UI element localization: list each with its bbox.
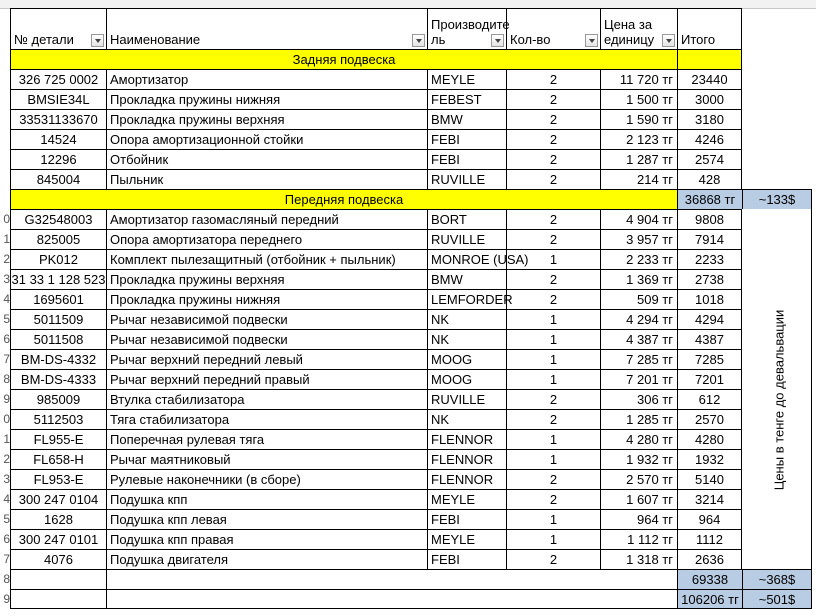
row-number[interactable]: 8 — [3, 372, 10, 386]
cell-name[interactable]: Пыльник — [106, 169, 427, 189]
cell-total[interactable]: 7914 — [677, 229, 742, 249]
cell-unit-price[interactable]: 1 112 тг — [600, 529, 677, 549]
cell-total[interactable]: 3180 — [677, 109, 742, 129]
cell-name[interactable]: Тяга стабилизатора — [106, 409, 427, 429]
header-quantity-label: Кол-во — [510, 32, 551, 47]
cell-quantity[interactable]: 1 — [506, 329, 600, 349]
cell-unit-price[interactable]: 1 607 тг — [600, 489, 677, 509]
cell-name[interactable]: Рычаг независимой подвески — [106, 309, 427, 329]
cell-unit-price[interactable]: 4 904 тг — [600, 209, 677, 229]
cell-maker[interactable]: MONROE (USA) — [427, 249, 506, 269]
cell-total[interactable]: 2574 — [677, 149, 742, 169]
row-number[interactable]: 6 — [3, 332, 10, 346]
filter-dropdown-icon[interactable] — [91, 34, 104, 47]
cell-quantity[interactable]: 2 — [506, 109, 600, 129]
cell-part-number[interactable]: 5011508 — [10, 329, 106, 349]
cell-total[interactable]: 1932 — [677, 449, 742, 469]
row-number[interactable]: 6 — [3, 532, 10, 546]
cell-quantity[interactable]: 2 — [506, 489, 600, 509]
filter-dropdown-icon[interactable] — [662, 34, 675, 47]
cell-maker[interactable]: FEBI — [427, 149, 506, 169]
header-maker-label: Производите ль — [431, 17, 510, 47]
cell-quantity[interactable]: 2 — [506, 69, 600, 89]
cell-part-number[interactable]: 4076 — [10, 549, 106, 569]
cell-maker[interactable]: NK — [427, 309, 506, 329]
header-total-label: Итого — [681, 32, 716, 47]
cell-name[interactable]: Рычаг маятниковый — [106, 449, 427, 469]
header-part-number[interactable] — [10, 8, 106, 49]
cell-part-number[interactable]: PK012 — [10, 249, 106, 269]
row-number[interactable]: 2 — [3, 252, 10, 266]
filter-dropdown-icon[interactable] — [412, 34, 425, 47]
cell-quantity[interactable]: 1 — [506, 429, 600, 449]
cell-unit-price[interactable]: 1 932 тг — [600, 449, 677, 469]
cell-name[interactable]: Амортизатор газомасляный передний — [106, 209, 427, 229]
cell-name[interactable]: Рычаг верхний передний левый — [106, 349, 427, 369]
cell-name[interactable]: Рычаг верхний передний правый — [106, 369, 427, 389]
cell-part-number[interactable]: FL953-E — [10, 469, 106, 489]
cell-quantity[interactable]: 2 — [506, 549, 600, 569]
row-number[interactable]: 7 — [3, 352, 10, 366]
cell-part-number[interactable]: 300 247 0101 — [10, 529, 106, 549]
row-number[interactable]: 5 — [3, 312, 10, 326]
cell-name[interactable]: Втулка стабилизатора — [106, 389, 427, 409]
cell-total[interactable]: 2738 — [677, 269, 742, 289]
cell-name[interactable]: Подушка кпп левая — [106, 509, 427, 529]
cell-part-number[interactable]: FL955-E — [10, 429, 106, 449]
cell-name[interactable]: Подушка кпп — [106, 489, 427, 509]
cell-name[interactable]: Подушка двигателя — [106, 549, 427, 569]
grand-total-usd[interactable]: ~501$ — [742, 589, 812, 609]
cell-part-number[interactable]: BM-DS-4333 — [10, 369, 106, 389]
cell-name[interactable]: Прокладка пружины нижняя — [106, 89, 427, 109]
cell-quantity[interactable]: 2 — [506, 389, 600, 409]
cell-unit-price[interactable]: 1 590 тг — [600, 109, 677, 129]
cell-maker[interactable]: LEMFORDER — [427, 289, 506, 309]
cell-part-number[interactable]: 825005 — [10, 229, 106, 249]
cell-unit-price[interactable]: 509 тг — [600, 289, 677, 309]
cell-maker[interactable]: BMW — [427, 269, 506, 289]
header-total[interactable] — [677, 8, 742, 49]
rear-total-usd[interactable]: ~133$ — [742, 189, 812, 209]
cell-unit-price[interactable]: 306 тг — [600, 389, 677, 409]
cell-quantity[interactable]: 2 — [506, 89, 600, 109]
cell-unit-price[interactable]: 1 318 тг — [600, 549, 677, 569]
row-number[interactable]: 4 — [3, 292, 10, 306]
row-number[interactable]: 1 — [3, 232, 10, 246]
cell-total[interactable]: 5140 — [677, 469, 742, 489]
cell-unit-price[interactable]: 3 957 тг — [600, 229, 677, 249]
cell-total[interactable]: 4280 — [677, 429, 742, 449]
cell-unit-price[interactable]: 1 285 тг — [600, 409, 677, 429]
header-part-number-label: № детали — [14, 32, 74, 47]
cell-quantity[interactable]: 2 — [506, 289, 600, 309]
header-unit-price[interactable] — [600, 8, 677, 49]
cell-empty[interactable] — [10, 569, 106, 589]
filter-dropdown-icon[interactable] — [585, 34, 598, 47]
cell-maker[interactable]: MOOG — [427, 369, 506, 389]
cell-total[interactable]: 7201 — [677, 369, 742, 389]
cell-part-number[interactable]: FL658-H — [10, 449, 106, 469]
cell-empty[interactable] — [106, 589, 677, 609]
cell-quantity[interactable]: 2 — [506, 169, 600, 189]
cell-quantity[interactable]: 1 — [506, 249, 600, 269]
cell-unit-price[interactable]: 964 тг — [600, 509, 677, 529]
header-name[interactable] — [106, 8, 427, 49]
cell-name[interactable]: Амортизатор — [106, 69, 427, 89]
row-number[interactable]: 8 — [3, 572, 10, 586]
cell-name[interactable]: Прокладка пружины верхняя — [106, 269, 427, 289]
cell-maker[interactable]: MEYLE — [427, 529, 506, 549]
cell-part-number[interactable]: BMSIE34L — [10, 89, 106, 109]
cell-empty[interactable] — [106, 569, 677, 589]
cell-quantity[interactable]: 1 — [506, 369, 600, 389]
front-total[interactable]: 69338 — [677, 569, 742, 589]
cell-part-number[interactable]: 33531133670 — [10, 109, 106, 129]
row-number[interactable]: 4 — [3, 492, 10, 506]
row-number[interactable]: 3 — [3, 472, 10, 486]
cell-maker[interactable]: FLENNOR — [427, 429, 506, 449]
cell-total[interactable]: 3214 — [677, 489, 742, 509]
cell-total[interactable]: 1018 — [677, 289, 742, 309]
cell-quantity[interactable]: 2 — [506, 149, 600, 169]
cell-maker[interactable]: NK — [427, 329, 506, 349]
cell-quantity[interactable]: 2 — [506, 469, 600, 489]
cell-unit-price[interactable]: 2 123 тг — [600, 129, 677, 149]
cell-name[interactable]: Подушка кпп правая — [106, 529, 427, 549]
cell-maker[interactable]: MEYLE — [427, 489, 506, 509]
cell-unit-price[interactable]: 1 287 тг — [600, 149, 677, 169]
header-quantity[interactable] — [506, 8, 600, 49]
cell-name[interactable]: Рычаг независимой подвески — [106, 329, 427, 349]
cell-maker[interactable]: FEBI — [427, 129, 506, 149]
header-name-label: Наименование — [110, 32, 201, 47]
cell-total[interactable]: 4294 — [677, 309, 742, 329]
cell-maker[interactable]: RUVILLE — [427, 229, 506, 249]
section-rear-suspension[interactable]: Задняя подвеска — [10, 49, 677, 69]
cell-unit-price[interactable]: 7 285 тг — [600, 349, 677, 369]
cell-unit-price[interactable]: 7 201 тг — [600, 369, 677, 389]
cell-quantity[interactable]: 1 — [506, 529, 600, 549]
cell-total[interactable]: 2233 — [677, 249, 742, 269]
cell-unit-price[interactable]: 4 280 тг — [600, 429, 677, 449]
cell-part-number[interactable]: 5011509 — [10, 309, 106, 329]
cell-total[interactable]: 4387 — [677, 329, 742, 349]
cell-total[interactable]: 3000 — [677, 89, 742, 109]
cell-quantity[interactable]: 2 — [506, 209, 600, 229]
cell-maker[interactable]: NK — [427, 409, 506, 429]
cell-quantity[interactable]: 1 — [506, 309, 600, 329]
cell-unit-price[interactable]: 1 369 тг — [600, 269, 677, 289]
cell-total[interactable]: 2636 — [677, 549, 742, 569]
row-number[interactable]: 1 — [3, 432, 10, 446]
cell-quantity[interactable]: 1 — [506, 449, 600, 469]
cell-part-number[interactable]: 326 725 0002 — [10, 69, 106, 89]
cell-part-number[interactable]: G32548003 — [10, 209, 106, 229]
cell-part-number[interactable]: 1628 — [10, 509, 106, 529]
cell-total[interactable]: 4246 — [677, 129, 742, 149]
cell-total[interactable]: 612 — [677, 389, 742, 409]
header-maker[interactable] — [427, 8, 510, 49]
side-note-text: Цены в тенге до девальвации — [771, 309, 787, 491]
row-number[interactable]: 9 — [3, 592, 10, 606]
cell-maker[interactable]: RUVILLE — [427, 169, 506, 189]
cell-quantity[interactable]: 2 — [506, 269, 600, 289]
cell-name[interactable]: Опора амортизатора переднего — [106, 229, 427, 249]
cell-unit-price[interactable]: 214 тг — [600, 169, 677, 189]
cell-maker[interactable]: BORT — [427, 209, 506, 229]
cell-unit-price[interactable]: 4 294 тг — [600, 309, 677, 329]
cell-part-number[interactable]: 31 33 1 128 523 — [10, 269, 106, 289]
cell-unit-price[interactable]: 4 387 тг — [600, 329, 677, 349]
cell-total[interactable]: 9808 — [677, 209, 742, 229]
cell-unit-price[interactable]: 1 500 тг — [600, 89, 677, 109]
cell-part-number[interactable]: 985009 — [10, 389, 106, 409]
cell-total[interactable]: 428 — [677, 169, 742, 189]
cell-maker[interactable]: BMW — [427, 109, 506, 129]
cell-quantity[interactable]: 1 — [506, 509, 600, 529]
cell-unit-price[interactable]: 11 720 тг — [600, 69, 677, 89]
cell-name[interactable]: Опора амортизационной стойки — [106, 129, 427, 149]
cell-part-number[interactable]: 14524 — [10, 129, 106, 149]
cell-part-number[interactable]: 12296 — [10, 149, 106, 169]
row-number[interactable]: 5 — [3, 512, 10, 526]
cell-total[interactable]: 964 — [677, 509, 742, 529]
cell-total[interactable]: 1112 — [677, 529, 742, 549]
cell-part-number[interactable]: 1695601 — [10, 289, 106, 309]
rear-total[interactable]: 36868 тг — [677, 189, 742, 209]
section-rear-suspension-end[interactable] — [677, 49, 742, 69]
cell-name[interactable]: Поперечная рулевая тяга — [106, 429, 427, 449]
cell-part-number[interactable]: BM-DS-4332 — [10, 349, 106, 369]
header-unit-price-label: Цена за единицу — [604, 17, 655, 47]
row-number[interactable]: 0 — [3, 212, 10, 226]
cell-quantity[interactable]: 1 — [506, 349, 600, 369]
cell-part-number[interactable]: 845004 — [10, 169, 106, 189]
cell-part-number[interactable]: 300 247 0104 — [10, 489, 106, 509]
cell-unit-price[interactable]: 2 570 тг — [600, 469, 677, 489]
cell-quantity[interactable]: 2 — [506, 409, 600, 429]
cell-total[interactable]: 2570 — [677, 409, 742, 429]
front-total-usd[interactable]: ~368$ — [742, 569, 812, 589]
grand-total[interactable]: 106206 тг — [677, 589, 742, 609]
cell-total[interactable]: 7285 — [677, 349, 742, 369]
cell-maker[interactable]: MEYLE — [427, 69, 506, 89]
row-number[interactable]: 2 — [3, 452, 10, 466]
row-number[interactable]: 7 — [3, 552, 10, 566]
cell-maker[interactable]: FLENNOR — [427, 469, 506, 489]
cell-quantity[interactable]: 2 — [506, 229, 600, 249]
row-number[interactable]: 9 — [3, 392, 10, 406]
cell-maker[interactable]: FEBEST — [427, 89, 506, 109]
cell-maker[interactable]: FEBI — [427, 549, 506, 569]
cell-unit-price[interactable]: 2 233 тг — [600, 249, 677, 269]
row-number[interactable]: 0 — [3, 412, 10, 426]
cell-total[interactable]: 23440 — [677, 69, 742, 89]
cell-empty[interactable] — [10, 589, 106, 609]
section-front-suspension[interactable]: Передняя подвеска — [10, 189, 677, 209]
cell-maker[interactable]: FLENNOR — [427, 449, 506, 469]
cell-maker[interactable]: MOOG — [427, 349, 506, 369]
cell-name[interactable]: Отбойник — [106, 149, 427, 169]
filter-dropdown-icon[interactable] — [491, 34, 504, 47]
cell-quantity[interactable]: 2 — [506, 129, 600, 149]
row-number[interactable]: 3 — [3, 272, 10, 286]
cell-name[interactable]: Рулевые наконечники (в сборе) — [106, 469, 427, 489]
cell-maker[interactable]: FEBI — [427, 509, 506, 529]
cell-name[interactable]: Прокладка пружины нижняя — [106, 289, 427, 309]
cell-name[interactable]: Комплект пылезащитный (отбойник + пыльник) — [106, 249, 427, 269]
cell-maker[interactable]: RUVILLE — [427, 389, 506, 409]
cell-name[interactable]: Прокладка пружины верхняя — [106, 109, 427, 129]
cell-part-number[interactable]: 5112503 — [10, 409, 106, 429]
